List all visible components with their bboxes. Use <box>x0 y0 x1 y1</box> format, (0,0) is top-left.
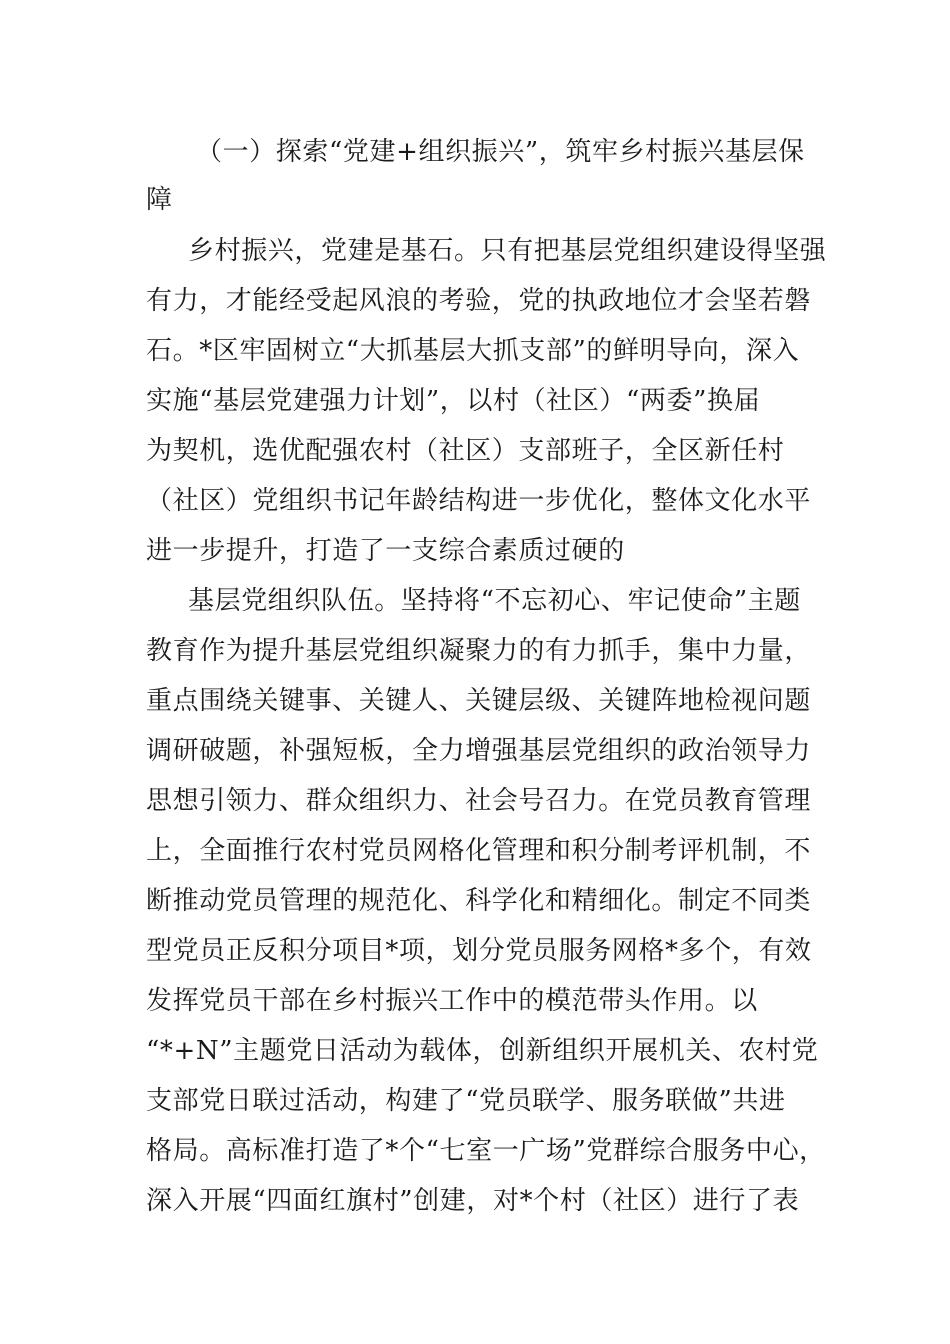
paragraph-2-line: 教育作为提升基层党组织凝聚力的有力抓手，集中力量， <box>146 636 812 666</box>
paragraph-1-line: 石。*区牢固树立“大抓基层大抓支部”的鲜明导向，深入 <box>146 336 800 366</box>
paragraph-2-line: 上，全面推行农村党员网格化管理和积分制考评机制，不 <box>146 836 812 866</box>
paragraph-2-line: 深入开展“四面红旗村”创建，对*个村（社区）进行了表 <box>146 1186 800 1216</box>
paragraph-2-line: 支部党日联过活动，构建了“党员联学、服务联做”共进 <box>146 1086 786 1116</box>
paragraph-1-line: 为契机，选优配强农村（社区）支部班子，全区新任村 <box>146 436 785 466</box>
paragraph-2-line: “*+N”主题党日活动为载体，创新组织开展机关、农村党 <box>146 1036 819 1066</box>
paragraph-2-line: 思想引领力、群众组织力、社会号召力。在党员教育管理 <box>146 786 812 816</box>
paragraph-1-line: 实施“基层党建强力计划”，以村（社区）“两委”换届 <box>146 386 761 416</box>
paragraph-1-line: 乡村振兴，党建是基石。只有把基层党组织建设得坚强 <box>188 236 827 266</box>
paragraph-2-line: 重点围绕关键事、关键人、关键层级、关键阵地检视问题 <box>146 686 812 716</box>
paragraph-1-line: 进一步提升，打造了一支综合素质过硬的 <box>146 536 625 566</box>
paragraph-2-line: 格局。高标准打造了*个“七室一广场”党群综合服务中心， <box>146 1136 826 1166</box>
paragraph-2-line: 调研破题，补强短板，全力增强基层党组织的政治领导力 <box>146 736 812 766</box>
section-heading-line-2: 障 <box>146 185 173 215</box>
paragraph-2-line: 基层党组织队伍。坚持将“不忘初心、牢记使命”主题 <box>188 586 801 616</box>
paragraph-1-line: 有力，才能经受起风浪的考验，党的执政地位才会坚若磐 <box>146 286 812 316</box>
paragraph-1-line: （社区）党组织书记年龄结构进一步优化，整体文化水平 <box>146 486 812 516</box>
section-heading-line-1: （一）探索“党建+组织振兴”，筑牢乡村振兴基层保 <box>196 137 805 167</box>
paragraph-2-line: 发挥党员干部在乡村振兴工作中的模范带头作用。以 <box>146 986 758 1016</box>
paragraph-2-line: 断推动党员管理的规范化、科学化和精细化。制定不同类 <box>146 886 812 916</box>
paragraph-2-line: 型党员正反积分项目*项，划分党员服务网格*多个，有效 <box>146 936 812 966</box>
